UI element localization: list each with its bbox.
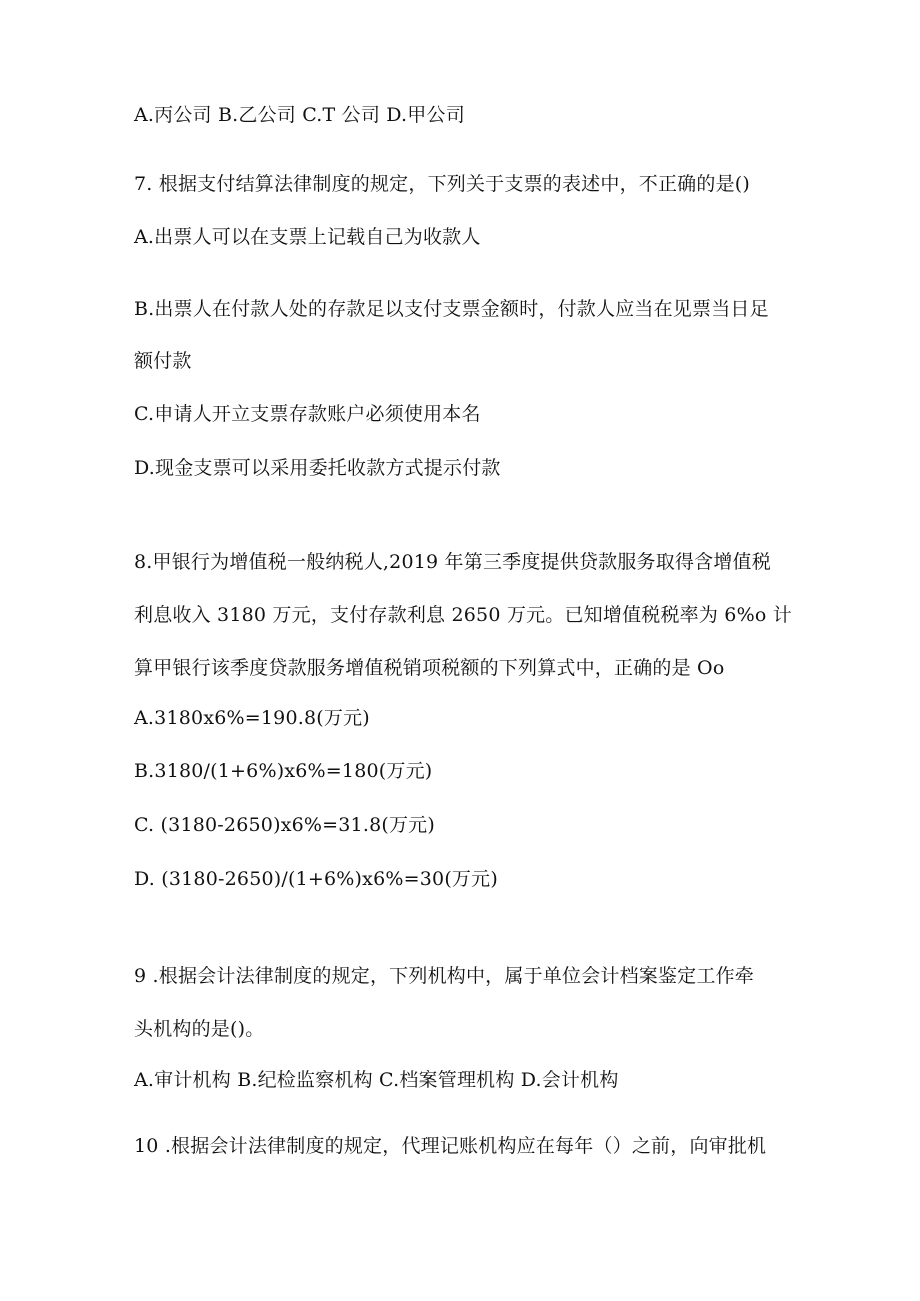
q8-option-c: C. (3180-2650)x6%=31.8(万元): [134, 814, 435, 836]
q10-stem-line1: 10 .根据会计法律制度的规定，代理记账机构应在每年（）之前，向审批机: [134, 1135, 767, 1157]
q7-option-a: A.出票人可以在支票上记载自己为收款人: [134, 226, 481, 248]
q7-option-c: C.申请人开立支票存款账户必须使用本名: [134, 403, 481, 425]
q8-option-a: A.3180x6%=190.8(万元): [134, 707, 370, 729]
q8-stem-line2: 利息收入 3180 万元，支付存款利息 2650 万元。已知增值税税率为 6%o 计: [134, 604, 792, 626]
q8-stem-line3: 算甲银行该季度贷款服务增值税销项税额的下列算式中，正确的是 Oo: [134, 657, 725, 679]
q7-option-b-continued: 额付款: [134, 350, 192, 372]
q9-stem-line2: 头机构的是()。: [134, 1018, 265, 1040]
q8-option-d: D. (3180-2650)/(1+6%)x6%=30(万元): [134, 868, 498, 890]
q6-options: A.丙公司 B.乙公司 C.T 公司 D.甲公司: [134, 104, 465, 126]
q8-option-b: B.3180/(1+6%)x6%=180(万元): [134, 760, 433, 782]
q7-option-b: B.出票人在付款人处的存款足以支付支票金额时，付款人应当在见票当日足: [134, 298, 769, 320]
q8-stem-line1: 8.甲银行为增值税一般纳税人,2019 年第三季度提供贷款服务取得含增值税: [134, 551, 771, 573]
q9-stem-line1: 9 .根据会计法律制度的规定，下列机构中，属于单位会计档案鉴定工作牵: [134, 965, 754, 987]
q9-options: A.审计机构 B.纪检监察机构 C.档案管理机构 D.会计机构: [134, 1069, 619, 1091]
q7-option-d: D.现金支票可以采用委托收款方式提示付款: [134, 457, 501, 479]
q7-stem: 7. 根据支付结算法律制度的规定，下列关于支票的表述中，不正确的是(): [134, 173, 750, 195]
